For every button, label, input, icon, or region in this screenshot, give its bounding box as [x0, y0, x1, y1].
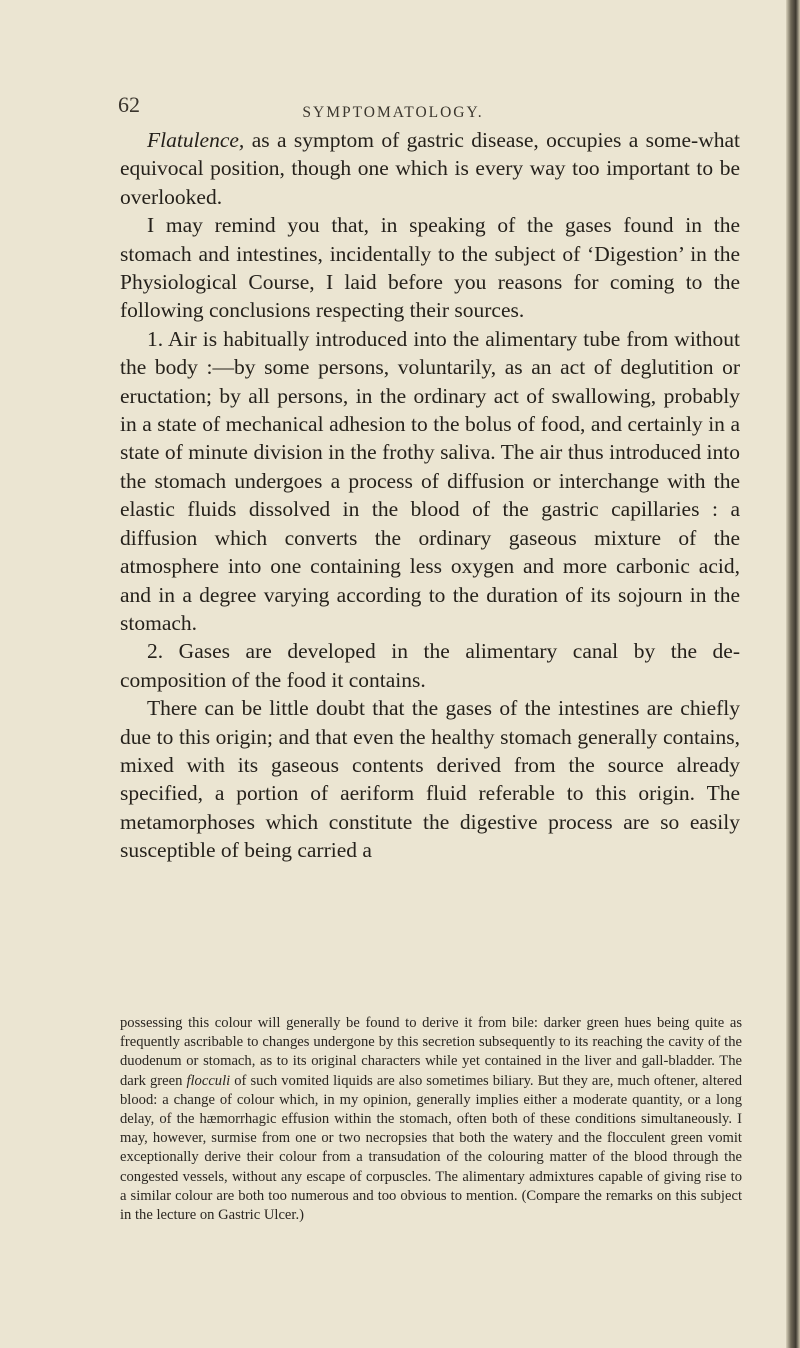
footnote-text-1: possessing this colour will generally be found to derive it from bile: darker green hues being quite as frequently ascribable to changes undergone by this secretion subsequently to its reaching the cavity of the duodenum or stomach, as to its original characters while yet contained in the liver and gall-bladder. The dark green [120, 1015, 742, 1089]
running-head: SYMPTOMATOLOGY. [302, 104, 484, 121]
term-flatulence: Flatulence, [147, 128, 245, 152]
footnote [120, 1014, 742, 1225]
paragraph-digestion-reference: I may remind you that, in speaking of the gases found in the stomach and intestines, incidentally to the subject of ‘Digestion’ in the Physiological Course, I laid before you reasons for coming to the following conclusions respecting their sources. [120, 213, 740, 323]
page-edge-shadow [786, 0, 800, 1348]
footnote-text-2: of such vomited liquids are also sometimes biliary. But they are, much oftener, altered blood: a change of colour which, in my opinion, generally implies either a moderate quantity, or a long delay, of the hæmorrhagic effusion within the stomach, often both of these conditions simultaneously. I may, however, surmise from one or two necropsies that both the watery and the flocculent green vomit exceptionally derive their colour from a transudation of the colouring matter of the blood through the congested vessels, without any escape of corpuscles. The alimentary admixtures capable of giving rise to a similar colour are both too numerous and too obvious to mention. (Compare the remarks on this subject in the lecture on Gastric Ulcer.) [120, 1072, 742, 1224]
paragraph-intestinal-gases: There can be little doubt that the gases of the intestines are chiefly due to this origin; and that even the healthy stomach generally contains, mixed with its gaseous contents derived from the source already specified, a portion of aeriform fluid referable to this origin. The metamorphoses which constitute the digestive process are so easily susceptible of being carried a [120, 696, 740, 863]
paragraph-source-2: 2. Gases are developed in the alimentary canal by the de-composition of the food it contains. [120, 639, 740, 692]
page-number: 62 [118, 92, 140, 117]
paragraph-flatulence-text: as a symptom of gastric disease, occupies a some-what equivocal position, though one which is every way too important to be overlooked. [120, 128, 740, 209]
footnote-paragraph [120, 1014, 742, 1225]
footnote-italic-term: flocculi [186, 1072, 231, 1089]
body-text [120, 126, 740, 865]
paragraph-flatulence [120, 126, 740, 211]
paragraph-source-1: 1. Air is habitually introduced into the alimentary tube from without the body :—by some persons, voluntarily, as an act of deglutition or eructation; by all persons, in the ordinary act of swallowing, probably in a state of mechanical adhesion to the bolus of food, and certainly in a state of minute division in the frothy saliva. The air thus introduced into the stomach undergoes a process of diffusion or interchange with the elastic fluids dissolved in the blood of the gastric capillaries : a diffusion which converts the ordinary gaseous mixture of the atmosphere into one containing less oxygen and more carbonic acid, and in a degree varying according to the duration of its sojourn in the stomach. [120, 326, 740, 635]
